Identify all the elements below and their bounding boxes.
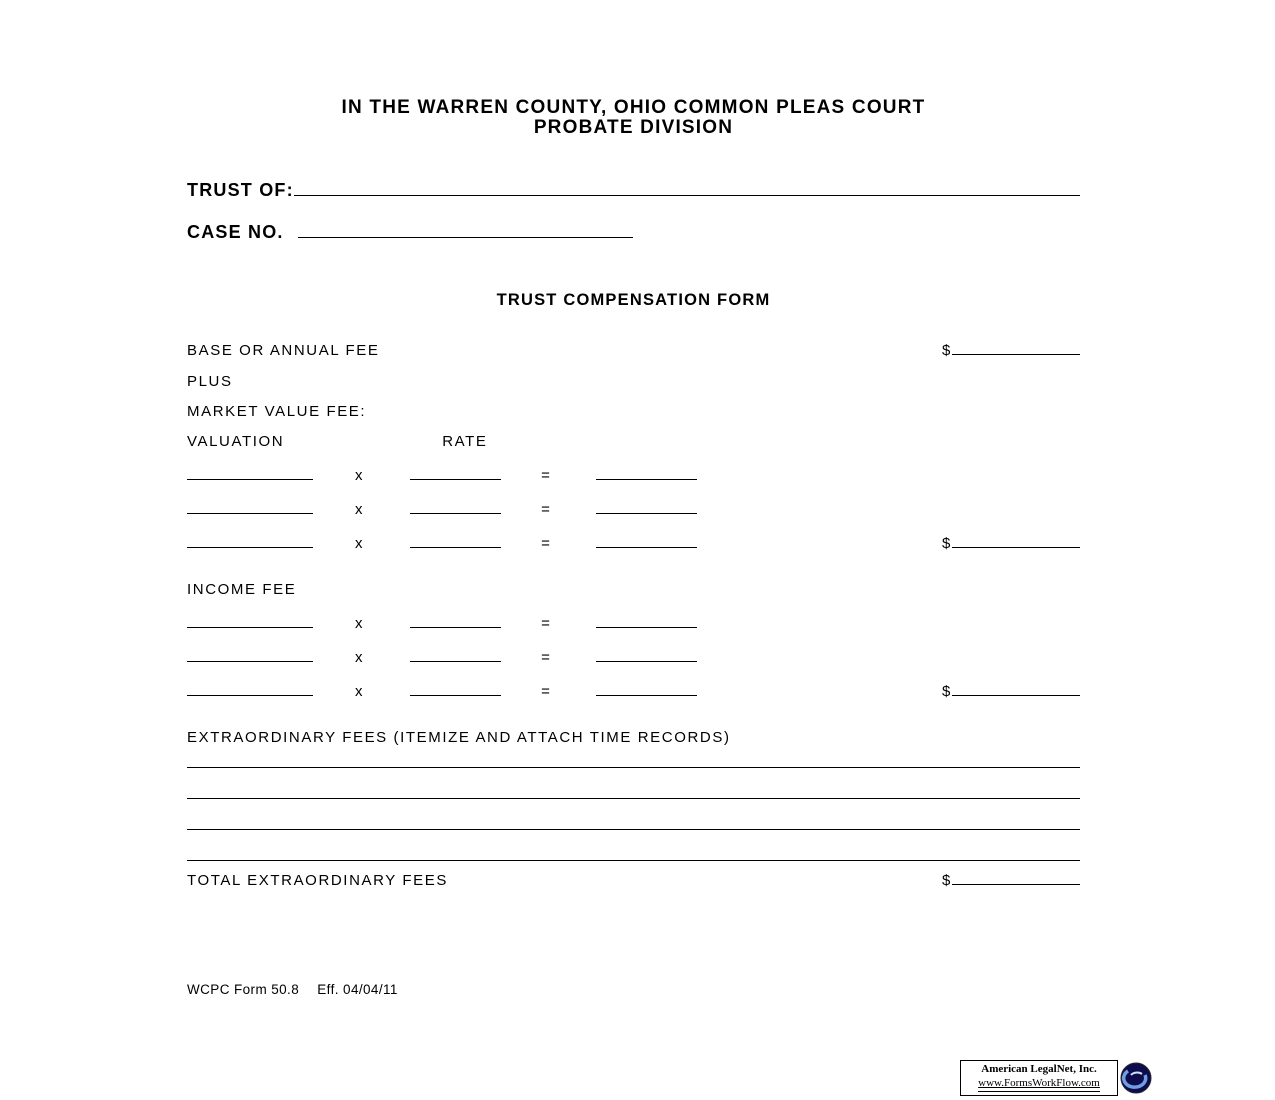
- calc-column-headers: [187, 433, 1080, 450]
- income-fee-calc-row-2: [187, 647, 1080, 666]
- equals-symbol: =: [541, 648, 552, 666]
- extraordinary-fees-line-3: [187, 799, 1080, 830]
- market-value-calc-row-1: [187, 465, 1080, 484]
- dollar-sign: $: [942, 534, 952, 552]
- income-result-blank-2: [596, 647, 697, 662]
- rate-blank-1: [410, 465, 501, 480]
- legalnet-branding-box: [960, 1060, 1118, 1096]
- income-fee-total-blank: [952, 681, 1080, 696]
- rate-blank-3: [410, 533, 501, 548]
- multiply-symbol: x: [355, 614, 365, 632]
- form-number: WCPC Form 50.8: [187, 982, 300, 997]
- income-rate-blank-2: [410, 647, 501, 662]
- extraordinary-fees-line-4: [187, 830, 1080, 861]
- income-base-blank-1: [187, 613, 313, 628]
- formsworkflow-link[interactable]: www.FormsWorkFlow.com: [978, 1077, 1100, 1092]
- dollar-sign: $: [942, 682, 952, 700]
- base-fee-amount: [942, 340, 1080, 359]
- equals-symbol: =: [541, 614, 552, 632]
- case-no-label: CASE NO.: [187, 221, 284, 242]
- rate-column-header: RATE: [442, 432, 488, 450]
- market-value-fee-total: [942, 533, 1080, 552]
- valuation-blank-2: [187, 499, 313, 514]
- income-fee-label: INCOME FEE: [187, 580, 297, 598]
- extraordinary-fees-label: EXTRAORDINARY FEES (ITEMIZE AND ATTACH TIME RECORDS): [187, 728, 731, 746]
- form-footer: [187, 982, 412, 997]
- total-extraordinary-fees-amount: [942, 870, 1080, 889]
- globe-icon: [1120, 1062, 1152, 1094]
- income-rate-blank-1: [410, 613, 501, 628]
- base-fee-blank: [952, 340, 1080, 355]
- base-fee-label: BASE OR ANNUAL FEE: [187, 341, 380, 359]
- income-fee-calc-row-3: [187, 681, 1080, 700]
- dollar-sign: $: [942, 341, 952, 359]
- base-fee-row: [187, 340, 1080, 359]
- extraordinary-fees-line-2: [187, 768, 1080, 799]
- income-base-blank-3: [187, 681, 313, 696]
- valuation-blank-3: [187, 533, 313, 548]
- multiply-symbol: x: [355, 500, 365, 518]
- multiply-symbol: x: [355, 534, 365, 552]
- case-no-blank: [298, 223, 633, 238]
- plus-label: PLUS: [187, 372, 233, 390]
- multiply-symbol: x: [355, 466, 365, 484]
- court-title-line2: PROBATE DIVISION: [533, 116, 734, 138]
- income-base-blank-2: [187, 647, 313, 662]
- income-fee-calc-row-1: [187, 613, 1080, 632]
- income-fee-total: [942, 681, 1080, 700]
- income-rate-blank-3: [410, 681, 501, 696]
- income-result-blank-1: [596, 613, 697, 628]
- market-value-calc-row-3: [187, 533, 1080, 552]
- equals-symbol: =: [541, 534, 552, 552]
- market-value-fee-total-blank: [952, 533, 1080, 548]
- court-title: [187, 98, 1080, 138]
- income-result-blank-3: [596, 681, 697, 696]
- document-content: [187, 0, 1080, 889]
- extraordinary-fees-line-1: [187, 746, 1080, 768]
- legalnet-company-name: American LegalNet, Inc.: [981, 1063, 1097, 1075]
- equals-symbol: =: [541, 682, 552, 700]
- multiply-symbol: x: [355, 682, 365, 700]
- trust-of-row: [187, 180, 1080, 201]
- market-value-fee-label: MARKET VALUE FEE:: [187, 402, 367, 420]
- trust-of-blank: [294, 181, 1080, 196]
- total-extraordinary-fees-blank: [952, 870, 1080, 885]
- market-value-calc-row-2: [187, 499, 1080, 518]
- form-heading: TRUST COMPENSATION FORM: [496, 290, 771, 309]
- case-no-row: [187, 222, 1080, 243]
- legalnet-branding: [960, 1060, 1152, 1096]
- trust-of-label: TRUST OF:: [187, 179, 294, 200]
- equals-symbol: =: [541, 466, 552, 484]
- form-effective-date: Eff. 04/04/11: [317, 982, 398, 997]
- total-extraordinary-fees-label: TOTAL EXTRAORDINARY FEES: [187, 871, 448, 889]
- equals-symbol: =: [541, 500, 552, 518]
- result-blank-3: [596, 533, 697, 548]
- valuation-blank-1: [187, 465, 313, 480]
- dollar-sign: $: [942, 871, 952, 889]
- rate-blank-2: [410, 499, 501, 514]
- court-title-line1: IN THE WARREN COUNTY, OHIO COMMON PLEAS COURT: [341, 97, 926, 118]
- result-blank-2: [596, 499, 697, 514]
- valuation-column-header: VALUATION: [187, 432, 285, 450]
- total-extraordinary-fees-row: [187, 870, 1080, 889]
- multiply-symbol: x: [355, 648, 365, 666]
- result-blank-1: [596, 465, 697, 480]
